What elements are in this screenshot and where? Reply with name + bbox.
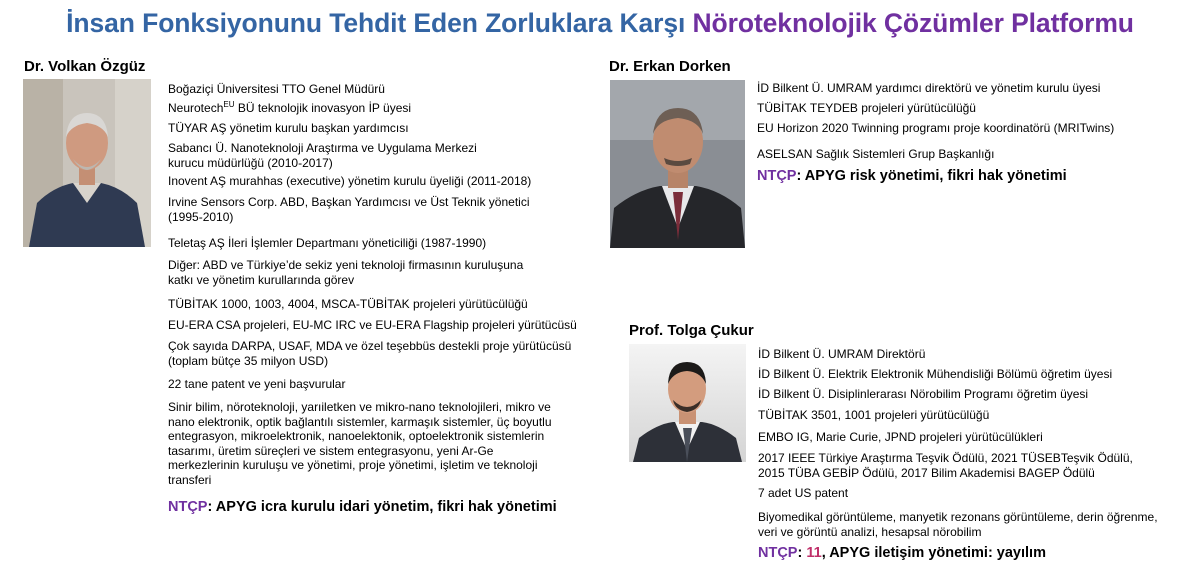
ntcp-number: 11 (806, 545, 822, 561)
cukur-item-2: İD Bilkent Ü. Elektrik Elektronik Mühendisliği Bölümü öğretim üyesi (758, 367, 1113, 381)
dorken-ntcp (757, 168, 1067, 184)
ozguz-item-4: Sabancı Ü. Nanoteknoloji Araştırma ve Uygulama Merkezi kurucu müdürlüğü (2010-2017) (168, 141, 477, 170)
dorken-item-2: TÜBİTAK TEYDEB projeleri yürütücülüğü (757, 101, 976, 115)
person-name-cukur: Prof. Tolga Çukur (629, 322, 754, 339)
ozguz-item-6: Irvine Sensors Corp. ABD, Başkan Yardımcısı ve Üst Teknik yönetici (1995-2010) (168, 195, 530, 224)
ntcp-text: : APYG icra kurulu idari yönetim, fikri hak yönetimi (207, 499, 557, 515)
portrait-dorken-image (610, 80, 745, 248)
ozguz-item-9: TÜBİTAK 1000, 1003, 4004, MSCA-TÜBİTAK projeleri yürütücülüğü (168, 297, 528, 311)
cukur-item-3: İD Bilkent Ü. Disiplinlerarası Nörobilim Programı öğretim üyesi (758, 387, 1089, 401)
ozguz-item-3: TÜYAR AŞ yönetim kurulu başkan yardımcısı (168, 121, 409, 135)
ozguz-item-7: Teletaş AŞ İleri İşlemler Departmanı yöneticiliği (1987-1990) (168, 236, 487, 250)
person-name-ozguz: Dr. Volkan Özgüz (24, 58, 146, 75)
neurotech-word: Neurotech (168, 101, 224, 115)
ntcp-label: NTÇP (757, 168, 797, 184)
title-part-blue: İnsan Fonksiyonunu Tehdit Eden Zorluklara Karşı (66, 8, 686, 38)
page-title (0, 8, 1200, 39)
person-name-dorken: Dr. Erkan Dorken (609, 58, 731, 75)
ozguz-item-1: Boğaziçi Üniversitesi TTO Genel Müdürü (168, 82, 385, 96)
cukur-item-6: 2017 IEEE Türkiye Araştırma Teşvik Ödülü, 2021 TÜSEBTeşvik Ödülü, 2015 TÜBA GEBİP Ödülü, 2017 Bilim Akademisi BAGEP Ödülü (758, 451, 1133, 480)
portrait-cukur-image (629, 344, 746, 462)
ozguz-item-12: 22 tane patent ve yeni başvurular (168, 377, 346, 391)
cukur-ntcp (758, 545, 1046, 561)
ozguz-item-8: Diğer: ABD ve Türkiye’de sekiz yeni teknoloji firmasının kuruluşuna katkı ve yönetim kurullarında görev (168, 258, 524, 287)
ozguz-item-11: Çok sayıda DARPA, USAF, MDA ve özel teşebbüs destekli proje yürütücüsü (toplam bütçe 35 milyon USD) (168, 339, 572, 368)
cukur-item-4: TÜBİTAK 3501, 1001 projeleri yürütücülüğü (758, 408, 990, 422)
ozguz-item-5: Inovent AŞ murahhas (executive) yönetim kurulu üyeliği (2011-2018) (168, 174, 532, 188)
photo-cukur (629, 344, 746, 462)
cukur-item-7: 7 adet US patent (758, 486, 849, 500)
title-part-purple: Nöroteknolojik Çözümler Platformu (692, 8, 1134, 38)
dorken-item-3: EU Horizon 2020 Twinning programı proje koordinatörü (MRITwins) (757, 121, 1115, 135)
ozguz-item-13: Sinir bilim, nöroteknoloji, yarıiletken ve mikro-nano teknolojileri, mikro ve nano elektronik, optik bağlantılı sistemler, karmaşık sistemler, üç boyutlu entegrasyon, mikroelektronik, nanoelektonik, optoelektronik sistemlerin tasarımı, üretim süreçleri ve sistem entegrasyonu, yeni Ar-Ge merkezlerinin kuruluşu ve yönetimi, proje yönetimi, işletim ve teknoloji transferi (168, 400, 552, 487)
neurotech-superscript: EU (223, 100, 235, 109)
cukur-item-8: Biyomedikal görüntüleme, manyetik rezonans görüntüleme, derin öğrenme, veri ve görüntü analizi, hesapsal nörobilim (758, 510, 1158, 539)
ozguz-ntcp (168, 499, 557, 515)
photo-ozguz (23, 79, 151, 247)
cukur-item-1: İD Bilkent Ü. UMRAM Direktörü (758, 347, 926, 361)
portrait-ozguz-image (23, 79, 151, 247)
ozguz-item-2 (168, 101, 411, 116)
ozguz-item-10: EU-ERA CSA projeleri, EU-MC IRC ve EU-ERA Flagship projeleri yürütücüsü (168, 318, 577, 332)
ntcp-colon: : (797, 545, 807, 561)
dorken-item-4: ASELSAN Sağlık Sistemleri Grup Başkanlığı (757, 147, 995, 161)
ntcp-label: NTÇP (168, 499, 208, 515)
ntcp-label: NTÇP (758, 545, 798, 561)
ntcp-text: , APYG iletişim yönetimi: yayılım (821, 545, 1046, 561)
ntcp-text: : APYG risk yönetimi, fikri hak yönetimi (796, 168, 1067, 184)
cukur-item-5: EMBO IG, Marie Curie, JPND projeleri yürütücülükleri (758, 430, 1043, 444)
dorken-item-1: İD Bilkent Ü. UMRAM yardımcı direktörü ve yönetim kurulu üyesi (757, 81, 1101, 95)
photo-dorken (610, 80, 745, 248)
neurotech-rest: BÜ teknolojik inovasyon İP üyesi (234, 101, 412, 115)
